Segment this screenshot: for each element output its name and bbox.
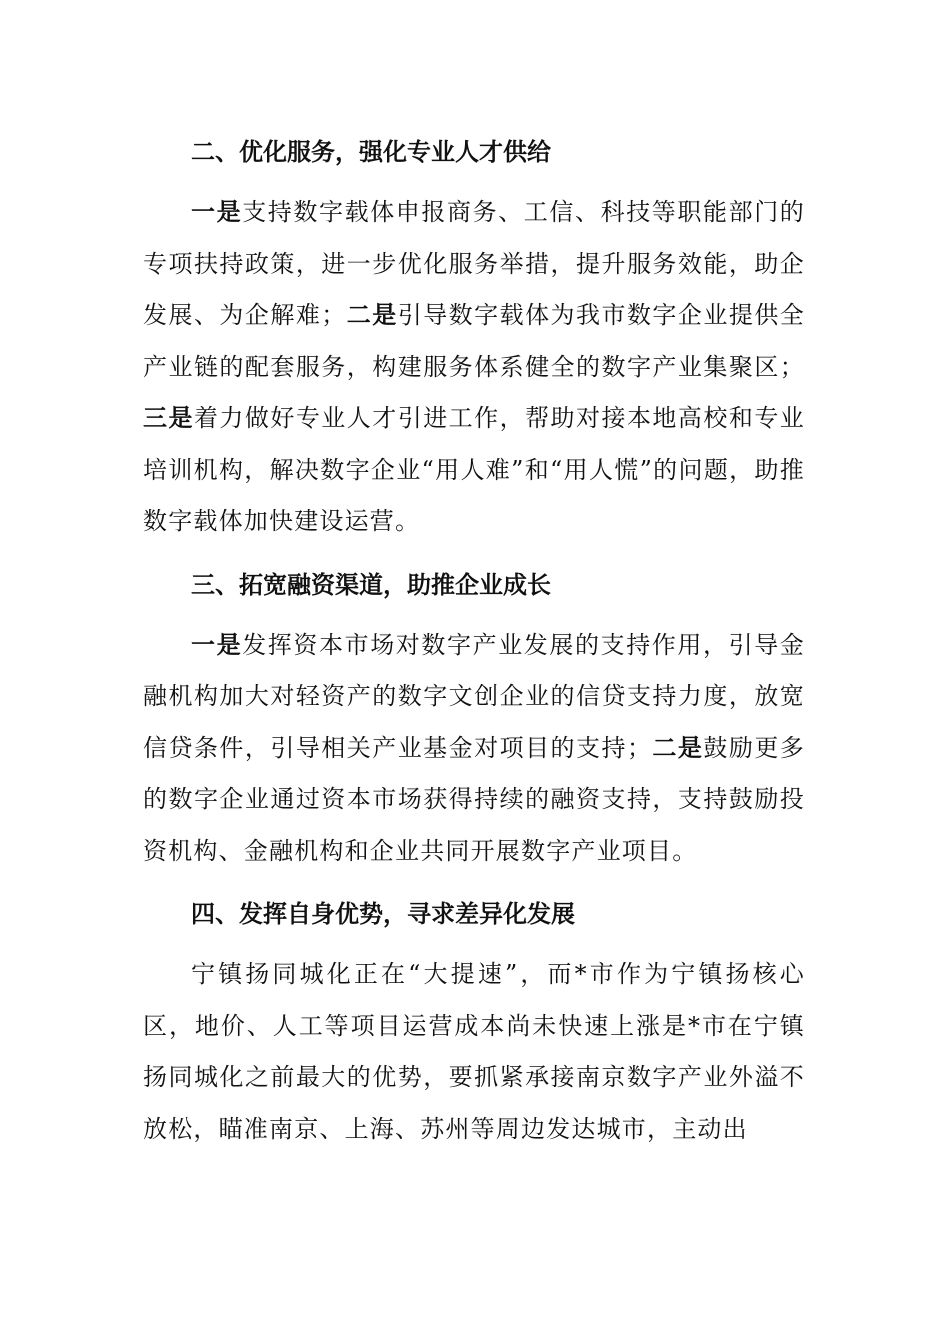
lead-phrase: 二是 (346, 301, 398, 329)
lead-phrase: 一是 (191, 198, 243, 226)
section-heading: 三、拓宽融资渠道，助推企业成长 (191, 570, 551, 599)
section-paragraph (143, 620, 805, 878)
lead-phrase: 一是 (191, 630, 243, 659)
paragraph-text: 发挥资本市场对数字产业发展的支持作用，引导金融机构加大对轻资产的数字文创企业的信贷支持力度，放宽信贷条件，引导相关产业基金对项目的支持； (143, 630, 805, 762)
section-heading: 二、优化服务，强化专业人才供给 (191, 138, 551, 166)
section-paragraph (143, 187, 805, 548)
paragraph-text: 着力做好专业人才引进工作，帮助对接本地高校和专业培训机构，解决数字企业“用人难”和“用人慌”的问题，助推数字载体加快建设运营。 (143, 404, 805, 535)
paragraph-text: 鼓励更多的数字企业通过资本市场获得持续的融资支持，支持鼓励投资机构、金融机构和企业共同开展数字产业项目。 (143, 733, 805, 865)
paragraph-text: 引导数字载体为我市数字企业提供全产业链的配套服务，构建服务体系健全的数字产业集聚区； (143, 301, 805, 381)
section-paragraph (143, 949, 805, 1155)
paragraph-text: 支持数字载体申报商务、工信、科技等职能部门的专项扶持政策，进一步优化服务举措，提升服务效能，助企发展、为企解难； (143, 198, 805, 329)
paragraph-text: 宁镇扬同城化正在“大提速”，而*市作为宁镇扬核心区，地价、人工等项目运营成本尚未快速上涨是*市在宁镇扬同城化之前最大的优势，要抓紧承接南京数字产业外溢不放松，瞄准南京、上海、苏州等周边发达城市，主动出 (143, 960, 805, 1143)
lead-phrase: 三是 (143, 404, 194, 432)
lead-phrase: 二是 (652, 733, 704, 762)
document-page (143, 125, 805, 1165)
section-heading: 四、发挥自身优势，寻求差异化发展 (191, 900, 575, 928)
